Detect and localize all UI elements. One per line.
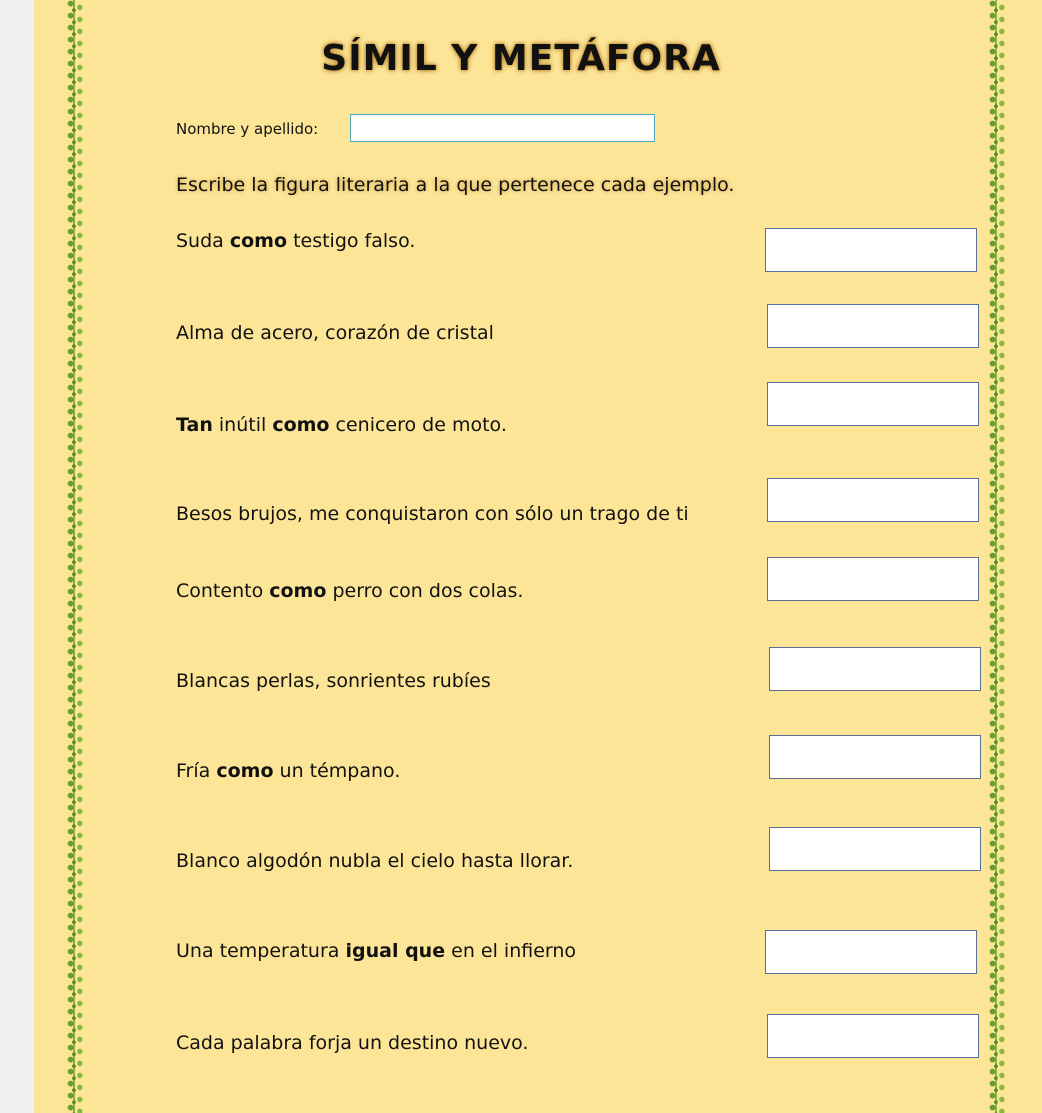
exercise-sentence-10	[176, 1032, 528, 1054]
answer-box-4[interactable]	[767, 478, 979, 522]
instruction-text: Escribe la figura literaria a la que pertenece cada ejemplo.	[176, 174, 735, 196]
sentence-text: un témpano.	[273, 760, 401, 782]
exercise-sentence-4	[176, 503, 689, 525]
exercise-sentence-3	[176, 414, 507, 436]
exercise-sentence-6	[176, 670, 491, 692]
answer-box-2[interactable]	[767, 304, 979, 348]
answer-box-3[interactable]	[767, 382, 979, 426]
name-input[interactable]	[350, 114, 655, 142]
sentence-text: cenicero de moto.	[329, 414, 507, 436]
vine-border-left	[64, 0, 86, 1113]
sentence-text: Besos brujos, me conquistaron con sólo un trago de ti	[176, 503, 689, 525]
keyword-bold: Tan	[176, 414, 213, 436]
answer-box-9[interactable]	[765, 930, 977, 974]
keyword-bold: como	[229, 230, 288, 252]
exercise-sentence-1	[176, 230, 415, 252]
answer-box-1[interactable]	[765, 228, 977, 272]
name-label: Nombre y apellido:	[176, 120, 319, 138]
sentence-text: Blanco algodón nubla el cielo hasta llorar.	[176, 850, 574, 872]
vine-border-right	[986, 0, 1008, 1113]
exercise-sentence-7	[176, 760, 400, 782]
sentence-text: inútil	[212, 414, 273, 436]
exercise-sentence-9	[176, 940, 576, 962]
sentence-text: Alma de acero, corazón de cristal	[176, 322, 494, 344]
exercise-sentence-8	[176, 850, 573, 872]
sentence-text: en el infierno	[445, 940, 577, 962]
sentence-text: testigo falso.	[287, 230, 416, 252]
sentence-text: Suda	[176, 230, 230, 252]
keyword-bold: como	[216, 760, 274, 782]
answer-box-10[interactable]	[767, 1014, 979, 1058]
answer-box-7[interactable]	[769, 735, 981, 779]
sentence-text: Blancas perlas, sonrientes rubíes	[176, 670, 491, 692]
sentence-text: Contento	[176, 580, 270, 602]
keyword-bold: igual que	[345, 940, 446, 962]
name-row	[176, 120, 318, 138]
keyword-bold: como	[269, 580, 327, 602]
answer-box-8[interactable]	[769, 827, 981, 871]
sentence-text: perro con dos colas.	[326, 580, 524, 602]
worksheet-title: SÍMIL Y METÁFORA	[321, 38, 721, 79]
sentence-text: Una temperatura	[176, 940, 346, 962]
keyword-bold: como	[272, 414, 330, 436]
exercise-sentence-2	[176, 322, 494, 344]
answer-box-6[interactable]	[769, 647, 981, 691]
exercise-sentence-5	[176, 580, 523, 602]
sentence-text: Fría	[176, 760, 217, 782]
sentence-text: Cada palabra forja un destino nuevo.	[176, 1032, 529, 1054]
answer-box-5[interactable]	[767, 557, 979, 601]
